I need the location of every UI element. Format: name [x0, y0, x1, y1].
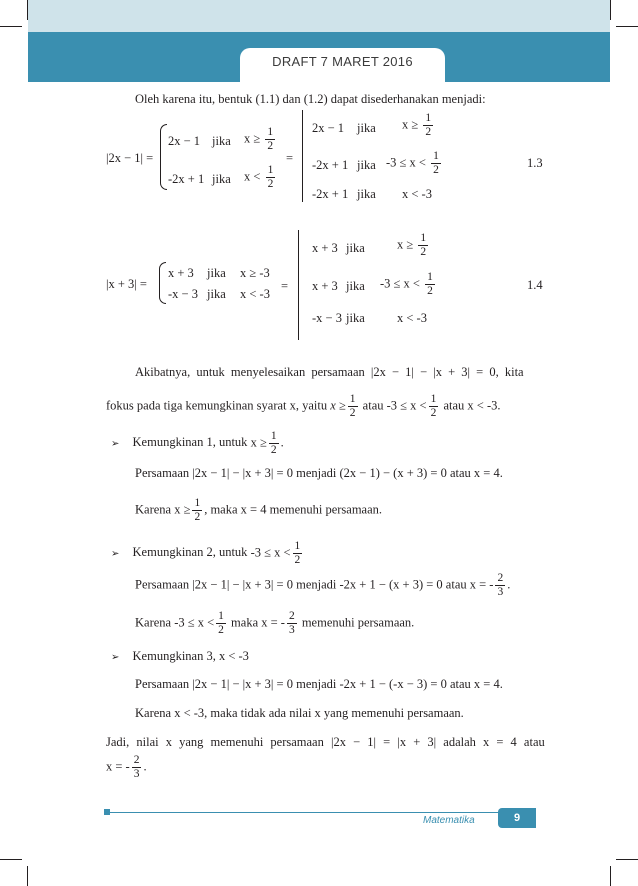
eq13-lhs: |2x − 1| =	[106, 151, 154, 165]
para-conditions-lead: fokus pada tiga kemungkinan syarat x, yaitu	[106, 398, 328, 413]
eq13-label: 1.3	[527, 156, 543, 170]
case1-cond: x ≥	[250, 435, 267, 450]
footer-square	[104, 809, 110, 815]
case2-line2b: maka x = -	[231, 615, 285, 630]
fraction-half: $\frac{1}{2}$	[425, 112, 432, 138]
eq13-r1-ineq: x ≥	[402, 117, 419, 132]
case1-line2a: Karena x ≥	[135, 502, 191, 517]
eq13-case2-cond	[244, 164, 277, 191]
case1-title-text: Kemungkinan 1, untuk	[132, 435, 248, 450]
case2-line2	[135, 610, 414, 637]
header-title: DRAFT 7 MARET 2016	[272, 54, 413, 69]
eq14-case2-jika: jika	[207, 287, 226, 301]
eq13-case2-ineq: x <	[244, 169, 261, 184]
eq14-r3-cond: x < -3	[397, 311, 427, 325]
bullet-arrow-icon: ➢	[111, 548, 120, 560]
fraction-half: $\frac{1}{2}$	[267, 164, 274, 190]
case2-line2a: Karena -3 ≤ x <	[135, 615, 215, 630]
footer-rule	[108, 812, 516, 813]
eq13-r3-expr: -2x + 1	[312, 187, 349, 201]
cond-x-ge: x ≥	[330, 398, 346, 413]
conclusion-line2: x = - $\frac{2}{3}$ .	[106, 754, 147, 780]
eq14-left-brace	[159, 262, 166, 304]
eq13-left-brace	[160, 124, 167, 190]
fraction-two-thirds: $\frac{2}{3}$	[133, 754, 140, 780]
eq13-case1-jika: jika	[212, 134, 231, 148]
eq13-r1-expr: 2x − 1	[312, 121, 345, 135]
fraction-half: $\frac{1}{2}$	[218, 610, 224, 636]
case2-line2c: memenuhi persamaan.	[301, 615, 415, 630]
para-conditions-tail: atau x < -3.	[443, 398, 501, 413]
case1-line1: Persamaan |2x − 1| − |x + 3| = 0 menjadi (2x − 1) − (x + 3) = 0 atau x = 4.	[135, 466, 503, 480]
para-conditions-mid: atau -3 ≤ x <	[362, 398, 427, 413]
fraction-half: $\frac{1}{2}$	[349, 393, 356, 419]
crop-mark	[0, 26, 22, 27]
eq14-r3-jika: jika	[346, 311, 365, 325]
eq14-right-brace	[298, 230, 299, 340]
case3-line1: Persamaan |2x − 1| − |x + 3| = 0 menjadi -2x + 1 − (-x − 3) = 0 atau x = 4.	[135, 677, 503, 691]
case3-title	[111, 648, 249, 666]
case1-title: ➢ Kemungkinan 1, untuk x ≥ $\frac{1}{2}$ .	[111, 430, 284, 456]
crop-mark	[610, 866, 611, 886]
eq14-r1-jika: jika	[346, 241, 365, 255]
bullet-arrow-icon: ➢	[111, 438, 120, 450]
case1-line2	[135, 497, 382, 524]
eq13-case1-cond	[244, 126, 277, 153]
fraction-two-thirds: $\frac{2}{3}$	[288, 610, 295, 636]
eq13-r1-cond	[402, 112, 435, 139]
conclusion-line1: Jadi, nilai x yang memenuhi persamaan |2x − 1| = |x + 3| adalah x = 4 atau	[106, 735, 545, 749]
eq14-r2-cond	[380, 271, 437, 298]
crop-mark	[27, 866, 28, 886]
fraction-half: $\frac{1}{2}$	[433, 150, 439, 176]
eq14-r3-expr: -x − 3	[312, 311, 342, 325]
eq14-lhs: |x + 3| =	[106, 277, 147, 291]
eq14-case1-jika: jika	[207, 266, 226, 280]
case3-line2: Karena x < -3, maka tidak ada nilai x yang memenuhi persamaan.	[135, 706, 464, 720]
eq13-r1-jika: jika	[357, 121, 376, 135]
case3-title-text: Kemungkinan 3, x < -3	[132, 649, 249, 663]
eq13-equals: =	[286, 151, 294, 165]
para-consequence: Akibatnya, untuk menyelesaikan persamaan |2x − 1| − |x + 3| = 0, kita	[135, 365, 524, 379]
crop-mark	[616, 859, 638, 860]
crop-mark	[616, 26, 638, 27]
crop-mark	[0, 859, 22, 860]
fraction-half: $\frac{1}{2}$	[420, 232, 427, 258]
eq14-r1-cond	[397, 232, 430, 259]
eq13-right-brace	[302, 110, 303, 202]
fraction-two-thirds: $\frac{2}{3}$	[497, 572, 504, 598]
eq14-case2-cond: x < -3	[240, 287, 270, 301]
case2-line1-text: Persamaan |2x − 1| − |x + 3| = 0 menjadi -2x + 1 − (x + 3) = 0 atau x = -	[135, 577, 494, 592]
eq13-case1-ineq: x ≥	[244, 131, 261, 146]
eq13-r3-jika: jika	[357, 187, 376, 201]
case2-title	[111, 540, 304, 567]
eq14-r2-ineq: -3 ≤ x <	[380, 276, 420, 291]
fraction-half: $\frac{1}{2}$	[294, 540, 301, 566]
case1-line2b: , maka x = 4 memenuhi persamaan.	[204, 502, 383, 517]
eq13-r2-expr: -2x + 1	[312, 158, 349, 172]
eq13-case1-expr: 2x − 1	[168, 134, 201, 148]
intro-text: Oleh karena itu, bentuk (1.1) dan (1.2) dapat disederhanakan menjadi:	[135, 92, 486, 106]
bullet-arrow-icon: ➢	[111, 652, 120, 663]
para-conditions	[106, 393, 500, 420]
eq14-r2-jika: jika	[346, 279, 365, 293]
case2-title-text: Kemungkinan 2, untuk	[132, 545, 248, 560]
case2-cond: -3 ≤ x <	[250, 545, 291, 560]
case2-line1: Persamaan |2x − 1| − |x + 3| = 0 menjadi -2x + 1 − (x + 3) = 0 atau x = - $\frac{2}{3}$ .	[135, 572, 511, 598]
eq14-case2-expr: -x − 3	[168, 287, 198, 301]
fraction-half: $\frac{1}{2}$	[430, 393, 437, 419]
fraction-half: $\frac{1}{2}$	[194, 497, 201, 523]
eq13-r3-cond: x < -3	[402, 187, 432, 201]
fraction-half: $\frac{1}{2}$	[267, 126, 274, 152]
crop-mark	[610, 0, 611, 20]
eq14-equals: =	[281, 279, 289, 293]
eq13-r2-ineq: -3 ≤ x <	[386, 155, 426, 170]
page-number: 9	[498, 808, 536, 828]
eq14-label: 1.4	[527, 278, 543, 292]
conclusion-value: x = -	[106, 759, 130, 774]
eq13-r2-jika: jika	[357, 158, 376, 172]
eq13-case2-jika: jika	[212, 172, 231, 186]
eq14-r1-expr: x + 3	[312, 241, 338, 255]
fraction-half: $\frac{1}{2}$	[427, 271, 433, 297]
eq13-r2-cond	[386, 150, 443, 177]
fraction-half: $\frac{1}{2}$	[270, 430, 277, 456]
eq14-r1-ineq: x ≥	[397, 237, 414, 252]
footer-subject: Matematika	[423, 815, 475, 826]
eq14-r2-expr: x + 3	[312, 279, 338, 293]
eq14-case1-cond: x ≥ -3	[240, 266, 270, 280]
eq13-case2-expr: -2x + 1	[168, 172, 205, 186]
eq14-case1-expr: x + 3	[168, 266, 194, 280]
